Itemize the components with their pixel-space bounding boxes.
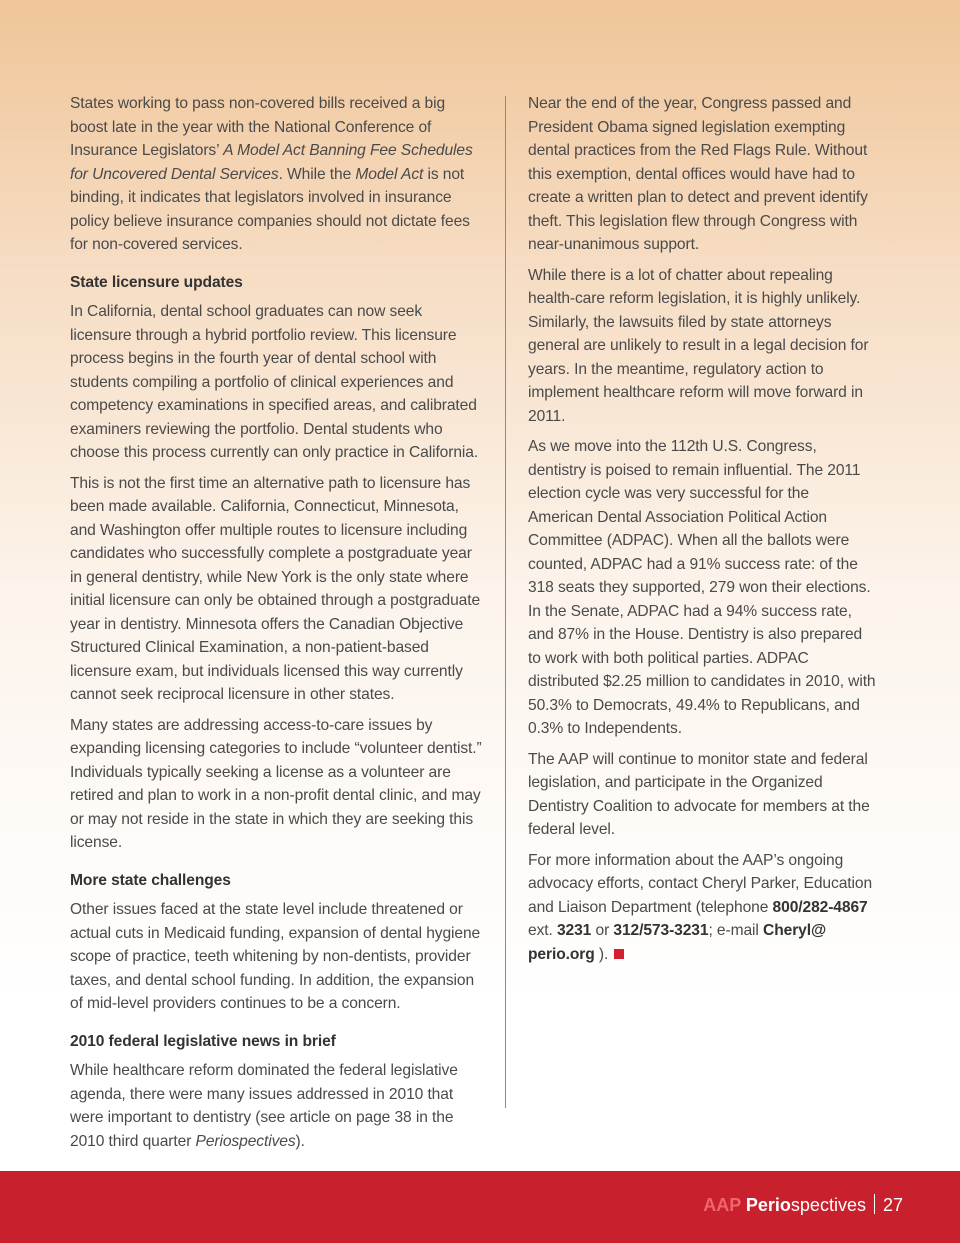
footer-brand: [703, 1193, 903, 1217]
paragraph-adpac: As we move into the 112th U.S. Congress, dentistry is poised to remain influential. The 2011 election cycle was very successful for the American Dental Association Political Action Committee (ADPAC). When all the ballots were counted, ADPAC had a 91% success rate: of the 318 seats they supported, 279 won their elections. In the Senate, ADPAC had a 94% success rate, and 87% in the House. Dentistry is also prepared to work with both political parties. ADPAC distributed $2.25 million to candidates in 2010, with 50.3% to Democrats, 49.4% to Republicans, and 0.3% to Independents.: [528, 438, 876, 737]
text-segment: is not binding, it indicates that legislators involved in insurance policy believe insurance companies should not dictate fees for non-covered services.: [70, 165, 470, 253]
text-segment: ).: [295, 1132, 305, 1150]
model-act-ref: Model Act: [355, 165, 424, 183]
paragraph-non-covered-bills: [70, 92, 486, 257]
paragraph-health-care-repeal: While there is a lot of chatter about repealing health-care reform legislation, it is highly unlikely. Similarly, the lawsuits filed by state attorneys general are unlikely to result in a legal decision for years. In the meantime, regulatory action to implement healthcare reform will move forward in 2011.: [528, 266, 869, 425]
text-segment: or: [591, 922, 614, 939]
paragraph-contact-info: [528, 849, 876, 967]
column-divider: [505, 96, 506, 1108]
phone-number-2: 312/573-3231: [613, 922, 709, 939]
phone-number: 800/282-4867: [772, 898, 868, 916]
right-column: [528, 92, 876, 973]
footer-separator: [874, 1194, 875, 1214]
paragraph-healthcare-reform: [70, 1059, 486, 1153]
heading-state-challenges: More state challenges: [70, 871, 231, 889]
periospectives-ref: Periospectives: [195, 1132, 296, 1150]
left-column: [70, 92, 486, 1160]
text-segment: ext.: [528, 922, 557, 939]
brand-aap: AAP: [703, 1195, 746, 1215]
paragraph-state-issues: Other issues faced at the state level include threatened or actual cuts in Medicaid funding, expansion of dental hygiene scope of practice, teeth whitening by non-dentists, provider taxes, and dental school funding. In addition, the expansion of mid-level providers continues to be a concern.: [70, 901, 481, 1012]
paragraph-red-flags-rule: Near the end of the year, Congress passed and President Obama signed legislation exempting dental practices from the Red Flags Rule. Without this exemption, dental offices would have had to create a written plan to detect and prevent identify theft. This legislation flew through Congress with near-unanimous support.: [528, 95, 868, 253]
text-segment: . While the: [278, 165, 356, 183]
text-segment: For more information about the AAP’s ongoing advocacy efforts, contact Cheryl Parker, Education and Liaison Department (telephone: [528, 851, 873, 916]
paragraph-aap-monitor: The AAP will continue to monitor state and federal legislation, and participate in the Organized Dentistry Coalition to advocate for members at the federal level.: [528, 750, 870, 838]
brand-spectives: spectives: [790, 1195, 866, 1215]
model-act-title: A Model Act Banning Fee Schedules for Uncovered Dental Services: [70, 142, 473, 183]
brand-perio: Perio: [745, 1195, 791, 1215]
text-segment: While healthcare reform dominated the federal legislative agenda, there were many issues addressed in 2010 that were important to dentistry (see article on page 38 in the 2010 third quarter: [70, 1062, 458, 1150]
text-segment: ; e-mail: [708, 922, 764, 939]
heading-federal-news: 2010 federal legislative news in brief: [70, 1032, 336, 1050]
end-of-article-icon: [614, 949, 624, 959]
paragraph-california-licensure: In California, dental school graduates can now seek licensure through a hybrid portfolio review. This licensure process begins in the fourth year of dental school with students compiling a portfolio of clinical experiences and competency examinations in specified areas, and calibrated examiners reviewing the portfolio. Dental students who choose this process currently can only practice in California.: [70, 303, 479, 461]
email-link[interactable]: Cheryl@ perio.org: [528, 922, 827, 963]
paragraph-alternative-path: This is not the first time an alternative path to licensure has been made available. California, Connecticut, Minnesota, and Washington offer multiple routes to licensure including candidates who successfully complete a postgraduate year in general dentistry, while New York is the only state where initial licensure can only be obtained through a postgraduate year in dentistry. Minnesota offers the Canadian Objective Structured Clinical Examination, a non-patient-based licensure exam, but individuals licensed this way currently cannot seek reciprocal licensure in other states.: [70, 474, 481, 703]
text-segment: ).: [594, 945, 609, 963]
paragraph-volunteer-dentist: Many states are addressing access-to-care issues by expanding licensing categories to include “volunteer dentist.” Individuals typically seeking a license as a volunteer are retired and plan to work in a non-profit dental clinic, and may or may not reside in the state in which they are seeking this license.: [70, 716, 482, 851]
page-number: 27: [882, 1195, 903, 1215]
phone-extension: 3231: [556, 922, 592, 939]
text-segment: States working to pass non-covered bills received a big boost late in the year with the National Conference of Insurance Legislators’: [70, 95, 446, 159]
heading-state-licensure: State licensure updates: [70, 273, 243, 291]
